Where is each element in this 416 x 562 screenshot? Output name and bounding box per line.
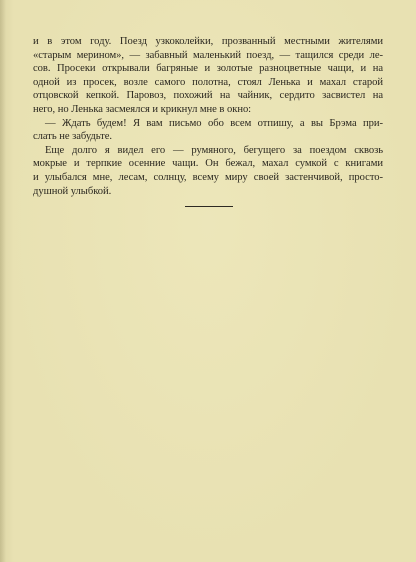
page-edge-shadow	[0, 0, 6, 562]
text-line: и в этом году. Поезд узкоколейки, прозванный местными жителями	[33, 36, 383, 47]
text-line: слать не забудьте.	[33, 131, 112, 143]
text-line: «старым мерином», — забавный маленький поезд, — тащился среди ле-	[33, 49, 383, 61]
text-line: душной улыбкой.	[33, 185, 112, 197]
text-line: Еще долго я видел его — румяного, бегущего за поездом сквозь	[45, 144, 383, 156]
text-line: одной из просек, возле самого полотна, стоял Ленька и махал старой	[33, 76, 383, 88]
text-line: отцовской кепкой. Паровоз, похожий на чайник, сердито засвистел на	[33, 90, 383, 102]
text-line: — Ждать будем! Я вам письмо обо всем отпишу, а вы Брэма при-	[45, 117, 383, 129]
text-line: него, но Ленька засмеялся и крикнул мне в окно:	[33, 103, 252, 115]
text-line: и улыбался мне, лесам, солнцу, всему миру своей застенчивой, просто-	[33, 171, 383, 183]
body-text	[33, 35, 383, 198]
text-line: мокрые и терпкие осенние чащи. Он бежал, махал сумкой с книгами	[33, 158, 383, 170]
text-line: сов. Просеки открывали багряные и золотые разноцветные чащи, и на	[33, 63, 383, 75]
section-separator-rule	[185, 206, 233, 207]
